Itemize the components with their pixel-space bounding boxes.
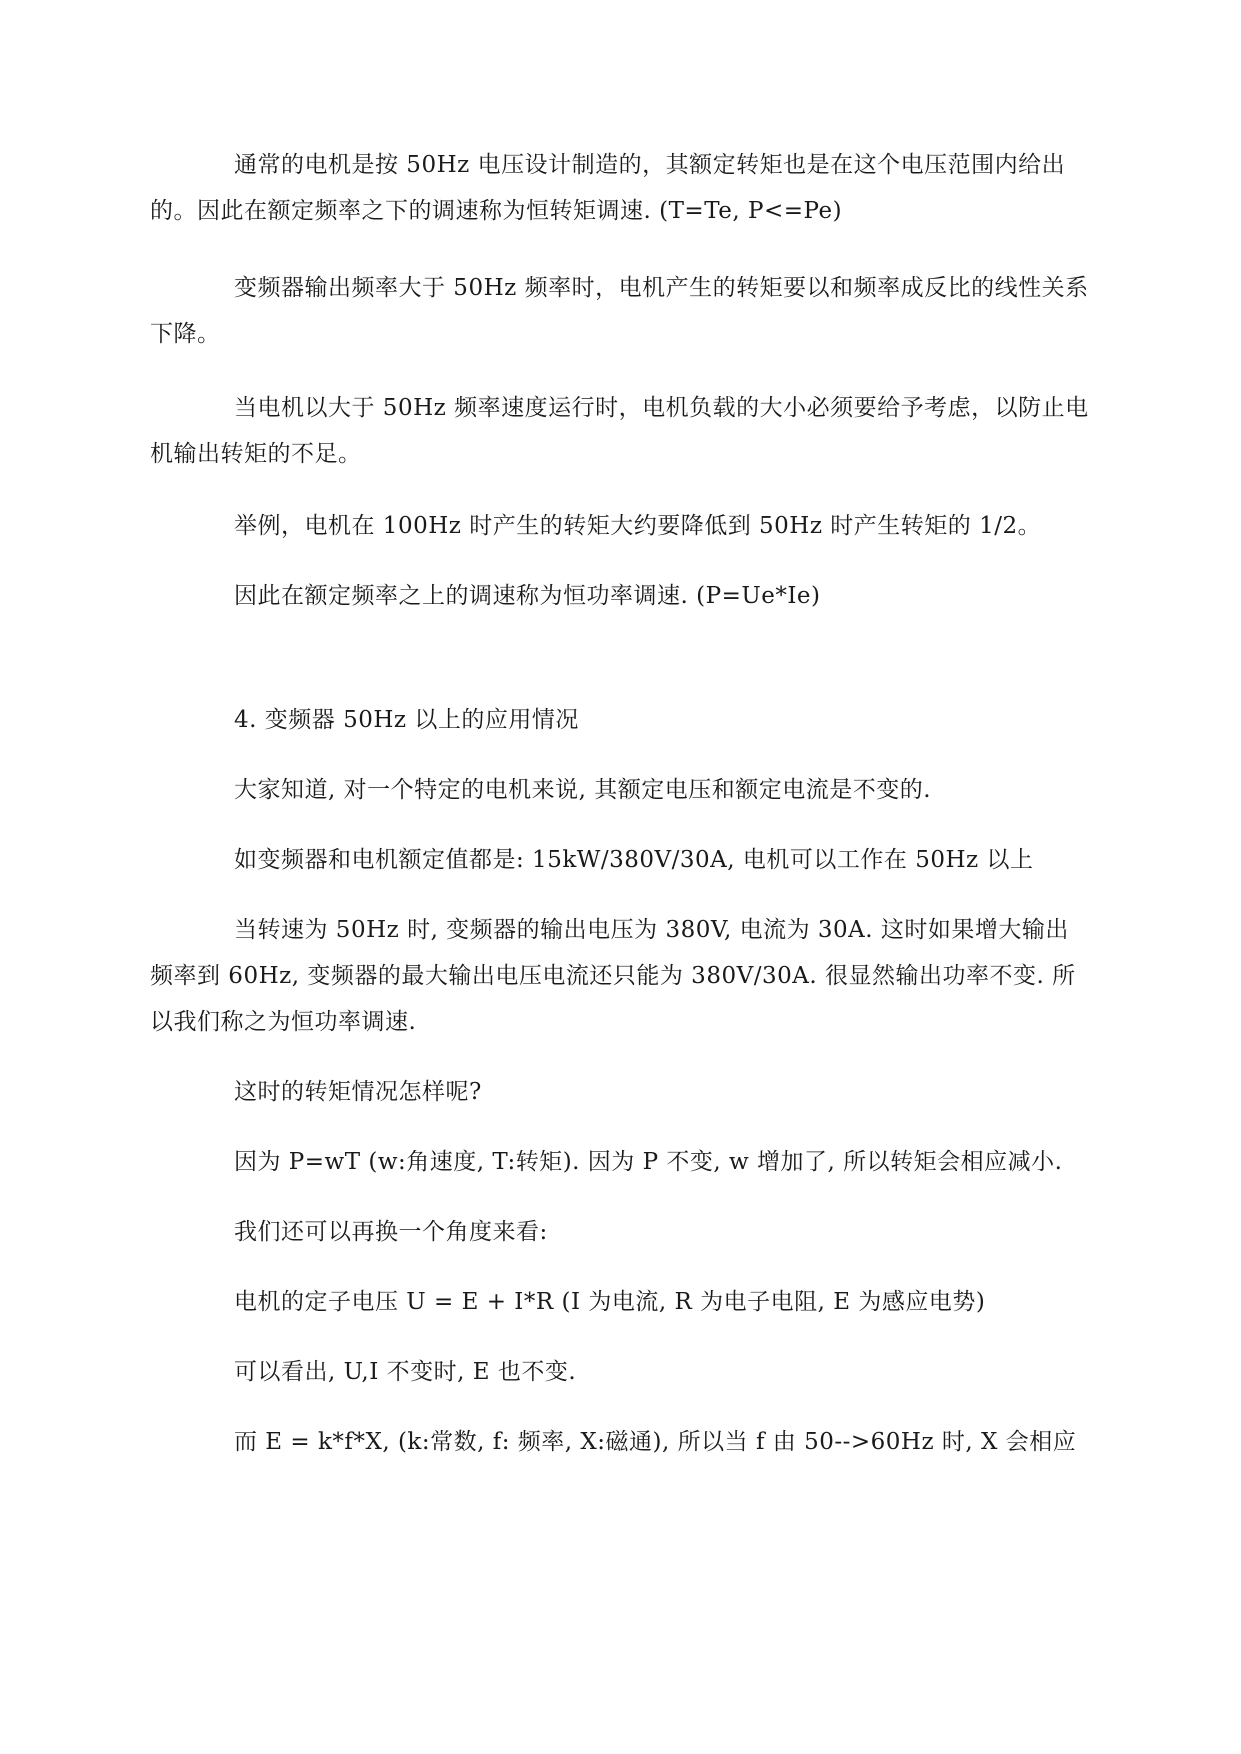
paragraph-another-angle: 我们还可以再换一个角度来看: (234, 1219, 548, 1245)
paragraph-ratings-example: 如变频器和电机额定值都是: 15kW/380V/30A, 电机可以工作在 50Hz 以上 (234, 847, 1034, 873)
section-heading: 4. 变频器 50Hz 以上的应用情况 (234, 707, 579, 733)
paragraph-flux-formula: 而 E = k*f*X, (k:常数, f: 频率, X:磁通), 所以当 f 由 50-->60Hz 时, X 会相应 (234, 1429, 1077, 1455)
paragraph-stator-voltage: 电机的定子电压 U = E + I*R (I 为电流, R 为电子电阻, E 为感应电势) (234, 1289, 986, 1315)
paragraph-rated-voltage: 通常的电机是按 50Hz 电压设计制造的，其额定转矩也是在这个电压范围内给出的。因此在额定频率之下的调速称为恒转矩调速. (T=Te, P<=Pe) (150, 152, 1066, 224)
paragraph-e-constant: 可以看出, U,I 不变时, E 也不变. (234, 1359, 577, 1385)
paragraph-torque-question: 这时的转矩情况怎样呢? (234, 1079, 482, 1105)
paragraph-rated-values: 大家知道, 对一个特定的电机来说, 其额定电压和额定电流是不变的. (234, 777, 932, 803)
paragraph-example: 举例，电机在 100Hz 时产生的转矩大约要降低到 50Hz 时产生转矩的 1/2。 (234, 513, 1042, 539)
paragraph-torque-decrease: 变频器输出频率大于 50Hz 频率时，电机产生的转矩要以和频率成反比的线性关系下降。 (150, 275, 1089, 347)
paragraph-power-formula: 因为 P=wT (w:角速度, T:转矩). 因为 P 不变, w 增加了, 所以转矩会相应减小. (234, 1149, 1063, 1175)
paragraph-constant-power: 因此在额定频率之上的调速称为恒功率调速. (P=Ue*Ie) (234, 583, 821, 609)
paragraph-60hz-case: 当转速为 50Hz 时, 变频器的输出电压为 380V, 电流为 30A. 这时如果增大输出频率到 60Hz, 变频器的最大输出电压电流还只能为 380V/30A. 很显然输出功率不变. 所以我们称之为恒功率调速. (150, 917, 1076, 1035)
paragraph-load-consideration: 当电机以大于 50Hz 频率速度运行时，电机负载的大小必须要给予考虑，以防止电机输出转矩的不足。 (150, 395, 1089, 467)
